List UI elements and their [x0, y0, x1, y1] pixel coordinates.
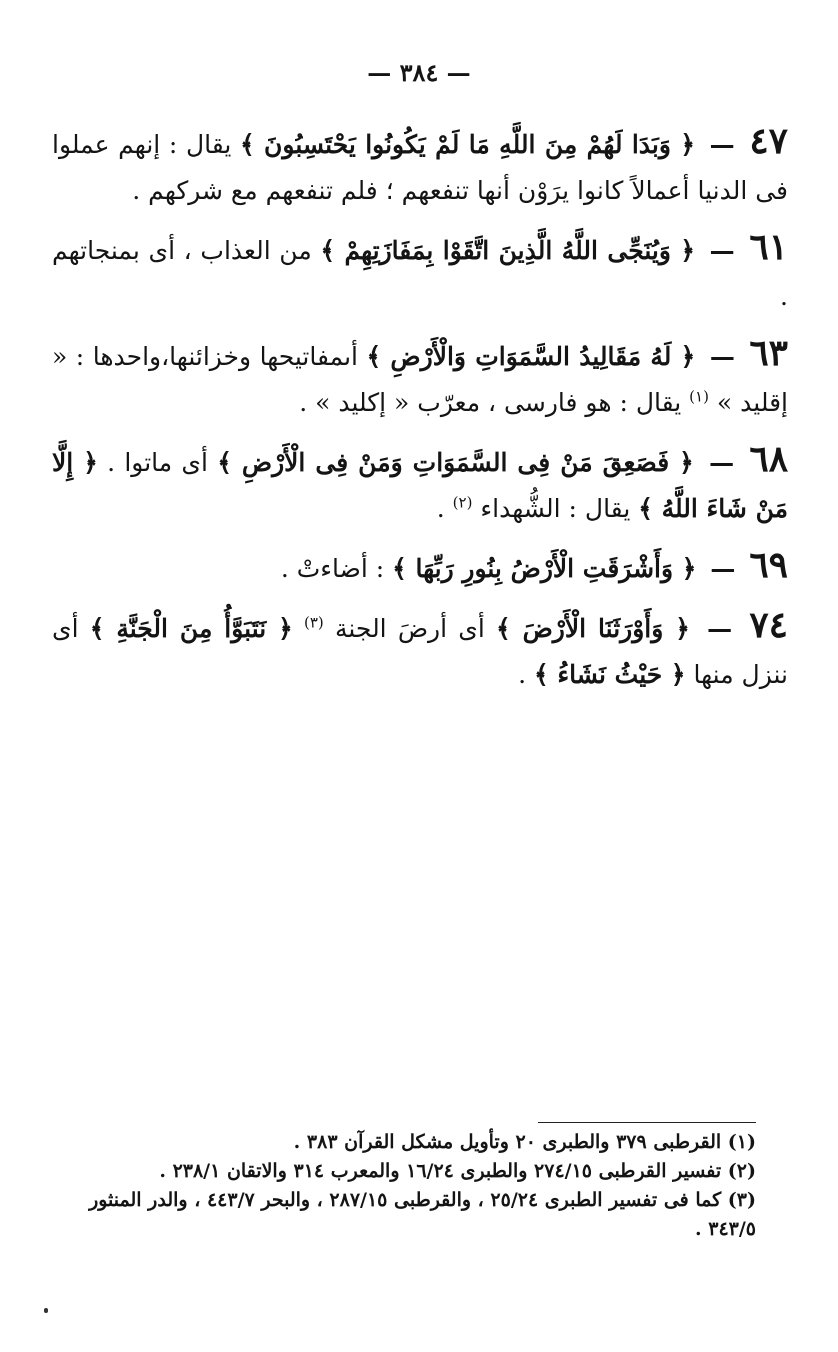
commentary-text: . [518, 660, 527, 689]
footnote-3: (٣) كما فى تفسير الطبرى ٢٥/٢٤ ، والقرطبى ٢٨٧/١٥ ، والبحر ٤٤٣/٧ ، والدر المنثور ٣٤٣/٥ . [89, 1189, 756, 1240]
commentary-text: أى ننزل منها [52, 614, 788, 689]
commentary-text: أى أرضَ الجنة [334, 614, 485, 643]
quran-quote: ﴿ وَبَدَا لَهُمْ مِنَ اللَّهِ مَا لَمْ يَكُونُوا يَحْتَسِبُونَ ﴾ [239, 130, 695, 159]
page-number: — ٣٨٤ — [367, 58, 471, 87]
commentary-text: أىمفاتيحها وخزائنها،واحدها : « إقليد » [52, 342, 788, 417]
entry-verse-74 [52, 602, 788, 698]
commentary-text: يقال : الشُّهداء [480, 494, 631, 523]
footnote-2: (٢) تفسير القرطبى ٢٧٤/١٥ والطبرى ١٦/٢٤ والمعرب ٣١٤ والاتقان ٢٣٨/١ . [159, 1160, 756, 1182]
footnotes [76, 1128, 756, 1244]
entry-verse-47 [52, 118, 788, 214]
entry-verse-63 [52, 330, 788, 426]
footnote-reference: (٣) [304, 613, 324, 632]
verse-dash: — [709, 236, 735, 265]
quran-quote: ﴿ إِلَّا مَنْ شَاءَ اللَّهُ ﴾ [52, 448, 788, 523]
verse-dash: — [710, 554, 736, 583]
quran-quote: ﴿ وَأَشْرَقَتِ الْأَرْضُ بِنُورِ رَبِّهَا ﴾ [392, 554, 697, 583]
commentary-text: أى ماتوا . [107, 448, 208, 477]
commentary-text: : أضاءتْ . [280, 554, 385, 583]
commentary-text: يقال : هو فارسى ، معرّب « إكليد » . [299, 388, 682, 417]
quran-quote: ﴿ نَتَبَوَّأُ مِنَ الْجَنَّةِ ﴾ [89, 614, 293, 643]
verse-number: ٦٨ [749, 438, 789, 480]
quran-quote: ﴿ وَيُنَجِّى اللَّهُ الَّذِينَ اتَّقَوْا بِمَفَازَتِهِمْ ﴾ [320, 236, 695, 265]
entry-verse-61 [52, 224, 788, 320]
footnote-reference: (١) [689, 387, 709, 406]
entry-verse-68 [52, 436, 788, 532]
verse-number: ٤٧ [749, 120, 788, 162]
quran-quote: ﴿ وَأَوْرَثَنَا الْأَرْضَ ﴾ [495, 614, 690, 643]
verse-number: ٦١ [749, 226, 788, 268]
commentary-text: يقال : إنهم عملوا فى الدنيا أعمالاً كانوا يرَوْن أنها تنفعهم ؛ فلم تنفعهم مع شركهم . [52, 130, 788, 205]
verse-dash: — [709, 448, 735, 477]
verse-dash: — [707, 614, 733, 643]
footnote-reference: (٢) [452, 493, 473, 512]
quran-quote: ﴿ لَهُ مَقَالِيدُ السَّمَوَاتِ وَالْأَرْضِ ﴾ [366, 342, 696, 371]
footnote-1: (١) القرطبى ٣٧٩ والطبرى ٢٠ وتأويل مشكل القرآن ٣٨٣ . [293, 1131, 756, 1153]
verse-dash: — [709, 342, 735, 371]
quran-quote: ﴿ فَصَعِقَ مَنْ فِى السَّمَوَاتِ وَمَنْ فِى الْأَرْضِ ﴾ [217, 448, 694, 477]
quran-quote: ﴿ حَيْثُ نَشَاءُ ﴾ [533, 660, 686, 689]
verse-number: ٧٤ [749, 604, 788, 646]
commentary-body [52, 118, 788, 708]
entry-verse-69 [52, 542, 788, 592]
footnote-divider [538, 1122, 756, 1123]
verse-number: ٦٩ [749, 544, 788, 586]
commentary-text: . [436, 494, 445, 523]
verse-number: ٦٣ [749, 332, 788, 374]
commentary-text: من العذاب ، أى بمنجاتهم . [52, 236, 788, 311]
ink-speck [44, 1308, 48, 1313]
verse-dash: — [709, 130, 735, 159]
